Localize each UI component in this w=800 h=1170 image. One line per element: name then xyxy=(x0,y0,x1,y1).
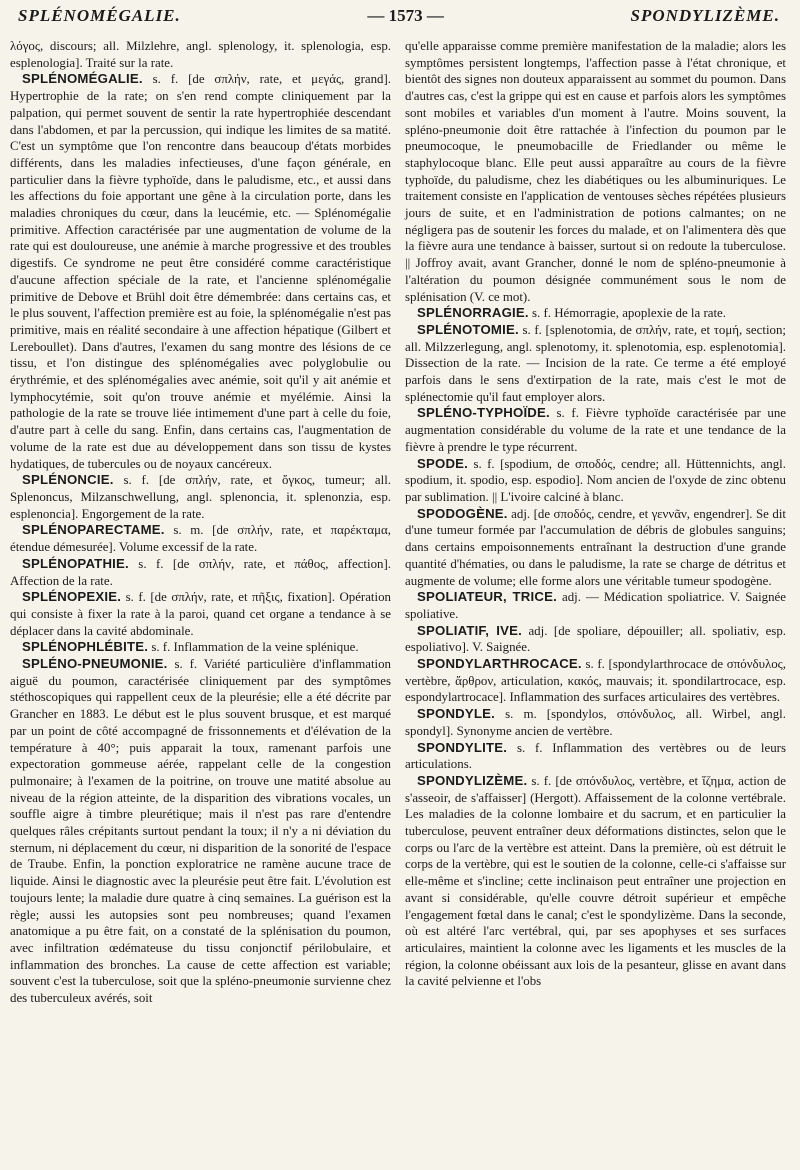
entry-body: s. f. [de σπόνδυλος, vertèbre, et ἵζημα, action de s'asseoir, de s'affaisser] (Hergott). Affaissement de la colonne vertébrale. Les maladies de la colonne lombaire et du sacrum, et en particulier la tuberculose, peuvent entraîner deux déformations distinctes, selon que le corps ou l'arc de la vertèbre est atteint. Dans la première, où est détruit le corps de la vertèbre, qui est le soutien de la colonne, celle-ci s'affaisse sur elle-même et s'incline; cette inclinaison peut entraîner une projection en avant si considérable, qu'elle couvre détroit supérieur et empêche l'engagement fœtal dans le canal; c'est le spondylizème. Dans la seconde, où est altéré l'arc vertébral, qui, par ses apophyses et ses surfaces articulaires, maintient la colonne avec les ligaments et les muscles de la région, la colonne obéissant aux lois de la pesanteur, glisse en avant dans la cavité pelvienne et l'obs xyxy=(405,773,786,989)
entry-body: λόγος, discours; all. Milzlehre, angl. splenology, it. splenologia, esp. esplenologia]. Traité sur la rate. xyxy=(10,39,391,70)
entry xyxy=(10,589,391,639)
entry-headword: SPLÉNOTOMIE. xyxy=(417,321,519,337)
entry-headword: SPLÉNOPATHIE. xyxy=(22,555,129,571)
entry-body: s. f. [de σπλήν, rate, et πάθος, affection]. Affection de la rate. xyxy=(10,556,391,588)
entry-headword: SPLÉNONCIE. xyxy=(22,472,114,488)
entry-body: adj. [de spoliare, dépouiller; all. spoliativ, esp. espoliativo]. V. Saignée. xyxy=(405,623,786,655)
entry-body: s. f. Variété particulière d'inflammation aiguë du poumon, caractérisée cliniquement par des symptômes stéthoscopiques qui rappellent ceux de la pleurésie; elle a été décrite par Grancher en 1883. Le début est le plus souvent brusque, et est marqué par un point de côté accompagné de frissonnements et d'élévation de la température à 40°; puis apparait la toux, ramenant parfois une expectoration gommeuse aérée, rappelant celle de la congestion pulmonaire; à l'examen de la poitrine, on trouve une matité absolue au niveau de la région atteinte, de la disparition des vibrations vocales, un souffle aigre à timbre pleurétique; mais il n'est pas rare d'entendre quelques râles crépitants surtout pendant la toux; il n'y a ni déviation du sternum, ni déplacement du cœur, ni disparition de la sonorité de l'espace de Traube. Enfin, la ponction exploratrice ne ramène aucune trace de liquide. Ainsi le diagnostic avec la pleurésie peut être fait. L'évolution est toujours lente; la maladie dure quatre à cinq semaines. La guérison est la règle; aussi les autopsies sont peu nombreuses; quand l'examen anatomique a pu être fait, on a constaté de la splénisation du poumon, avec infiltration œdémateuse du tissu conjonctif périlobulaire, et inflammation des bronches. La cause de cette affection est variable; souvent c'est la tuberculose, soit que la spléno-pneumonie survienne chez des tuberculeux avérés, soit xyxy=(10,657,391,1006)
entry xyxy=(10,556,391,589)
entry-headword: SPONDYLITE. xyxy=(417,739,508,755)
entry-body: s. f. Fièvre typhoïde caractérisée par une augmentation considérable du volume de la rate et une tendance de la fièvre à prendre le type récurrent. xyxy=(405,406,786,454)
entry xyxy=(10,71,391,472)
entry-body: s. f. Inflammation de la veine splénique. xyxy=(148,640,359,655)
entry xyxy=(405,305,786,322)
running-header xyxy=(10,0,786,38)
entry xyxy=(10,639,391,656)
text-columns xyxy=(10,38,786,1007)
entry xyxy=(10,38,391,71)
entry-headword: SPODE. xyxy=(417,455,469,471)
entry xyxy=(405,322,786,406)
entry-body: s. f. Hémorragie, apoplexie de la rate. xyxy=(528,306,726,321)
entry-headword: SPLÉNOPHLÉBITE. xyxy=(22,639,149,655)
entry-body: s. f. [de σπλήν, rate, et ὄγκος, tumeur; all. Splenoncus, Milzanschwellung, angl. splenoncia, it. splenonzia, esp. esplenoncia]. Engorgement de la rate. xyxy=(10,473,391,521)
entry-headword: SPLÉNOPARECTAME. xyxy=(22,522,165,538)
entry-body: adj. [de σποδός, cendre, et γεννᾶν, engendrer]. Se dit d'une tumeur formée par l'accumulation de débris de globules sanguins; dans certains empoisonnements entraînant la destruction d'une grande quantité d'hématies, ou dans le paludisme, la rate se charge de détritus et augmente de volume; elle forme alors une véritable tumeur spodogène. xyxy=(405,506,786,588)
entry xyxy=(405,589,786,622)
entry-body: s. m. [de σπλήν, rate, et παρέκταμα, étendue démesurée]. Volume excessif de la rate. xyxy=(10,523,391,555)
entry-body: s. f. [spodium, de σποδός, cendre; all. Hüttennichts, angl. spodium, it. spodio, esp. espodio]. Nom ancien de l'oxyde de zinc obtenu par sublimation. || L'ivoire calciné à blanc. xyxy=(405,456,786,504)
entry-headword: SPONDYLE. xyxy=(417,706,496,722)
entry-headword: SPOLIATEUR, TRICE. xyxy=(417,589,557,605)
entry xyxy=(10,522,391,555)
right-column xyxy=(405,38,786,1007)
entry-body: s. m. [spondylos, σπόνδυλος, all. Wirbel, angl. spondyl]. Synonyme ancien de vertèbre. xyxy=(405,707,786,738)
entry-headword: SPOLIATIF, IVE. xyxy=(417,622,522,638)
entry-headword: SPLÉNOPEXIE. xyxy=(22,589,122,605)
entry xyxy=(405,656,786,706)
entry xyxy=(405,773,786,990)
header-right-guideword: SPONDYLIZÈME. xyxy=(630,6,780,25)
entry xyxy=(10,472,391,522)
entry xyxy=(405,456,786,506)
entry xyxy=(405,740,786,773)
header-left-guideword: SPLÉNOMÉGALIE. xyxy=(18,6,181,25)
entry-headword: SPLÉNO-TYPHOÏDE. xyxy=(417,405,550,421)
entry-body: adj. — Médication spoliatrice. V. Saignée spoliative. xyxy=(405,590,786,621)
entry-body: s. f. [de σπλήν, rate, et μεγάς, grand]. Hypertrophie de la rate; on s'en rend compte cliniquement par la palpation, qui permet souvent de sentir la rate hypertrophiée descendant dans l'abdomen, et par la percussion, qui indique les limites de sa matité. C'est un symptôme que l'on rencontre dans beaucoup d'états morbides différents, dans les maladies infectieuses, d'une façon générale, en particulier dans la fièvre typhoïde, dans le paludisme, etc., et aussi dans les affections du foie apportant une gêne à la circulation porte, dans les maladies chroniques du cœur, dans la leucémie, etc. — Splénomégalie primitive. Affection caractérisée par une augmentation de volume de la rate qui est douloureuse, une anémie à marche progressive et des troubles digestifs. Ce syndrome ne peut être considéré comme caractéristique d'aucune affection spéciale de la rate, et l'ancienne splénomégalie primitive de Debove et Brühl doit être démembrée: dans certains cas, et le plus souvent, l'affection première est au foie, la splénomégalie n'est pas primitive, mais en réalité secondaire à une affection hépatique (Gilbert et Lereboullet). Dans d'autres, l'examen du sang montre des lésions de ce tissu, et l'on distingue des splénomégalies avec polyglobulie ou érythrémie, et des splénomégalies avec anémie, soit qu'il y ait anémie et lymphocytémie, soit qu'on trouve anémie et myélémie. Ainsi la pathologie de la rate se trouve liée intimement d'une part à celle du foie, d'autre part à celle du sang. Enfin, dans certains cas, l'augmentation de volume de la rate est due au développement dans son tissu de kystes hydatiques, de tubercules ou de noyaux cancéreux. xyxy=(10,72,391,471)
entry xyxy=(405,38,786,305)
entry-body: s. f. [de σπλήν, rate, et πῆξις, fixation]. Opération qui consiste à fixer la rate à la paroi, quand cet organe a tendance à se déplacer dans la cavité abdominale. xyxy=(10,590,391,638)
entry-headword: SPLÉNOMÉGALIE. xyxy=(22,71,143,87)
entry-body: s. f. Inflammation des vertèbres ou de leurs articulations. xyxy=(405,740,786,772)
left-column xyxy=(10,38,391,1007)
entry-body: s. f. [spondylarthrocace de σπόνδυλος, vertèbre, ἄρθρον, articulation, κακός, mauvais; it. spondilartrocace, esp. espondylartrocace]. Inflammation des surfaces articulaires des vertèbres. xyxy=(405,657,786,705)
entry-headword: SPODOGÈNE. xyxy=(417,505,508,521)
entry xyxy=(405,405,786,455)
page-number: — 1573 — xyxy=(367,6,444,25)
entry xyxy=(405,506,786,590)
entry-body: qu'elle apparaisse comme première manifestation de la maladie; alors les symptômes persistent longtemps, l'affection passe à l'état chronique, et bientôt des signes non douteux apparaissent au sommet du poumon. Dans d'autres cas, c'est la grippe qui est en cause et parfois alors les symptômes sont mobiles et variables d'un moment à l'autre. Moins souvent, la spléno-pneumonie doit être rattachée à l'infection du poumon par le pneumocoque, le pneumobacille de Friedlander ou même le staphylocoque blanc. Elle peut aussi apparaître au cours de la fièvre typhoïde, du paludisme, chez les diabétiques ou les albuminuriques. Le traitement consiste en l'application de ventouses sèches répétées plusieurs jours de suite, et en l'administration de potions calmantes; on ne négligera pas de soutenir les forces du malade, et on l'alimentera dès que la fièvre aura une tendance à baisser, surtout si on redoute la tuberculose. || Joffroy avait, avant Grancher, donné le nom de spléno-pneumonie à l'altération du poumon désignée communément sous le nom de splénisation (V. ce mot). xyxy=(405,39,786,304)
entry-headword: SPONDYLIZÈME. xyxy=(417,772,528,788)
entry-body: s. f. [splenotomia, de σπλήν, rate, et τομή, section; all. Milzzerlegung, angl. splenotomy, it. splenotomia, esp. esplenotomia]. Dissection de la rate. — Incision de la rate. Ce terme a été employé parfois dans le sens d'extirpation de la rate, mais c'est le mot de splénectomie qu'il faut employer alors. xyxy=(405,322,786,404)
entry xyxy=(405,706,786,739)
entry-headword: SPLÉNO-PNEUMONIE. xyxy=(22,656,168,672)
entry-headword: SPONDYLARTHROCACE. xyxy=(417,656,582,672)
entry xyxy=(405,623,786,656)
entry xyxy=(10,656,391,1007)
entry-headword: SPLÉNORRAGIE. xyxy=(417,305,529,321)
